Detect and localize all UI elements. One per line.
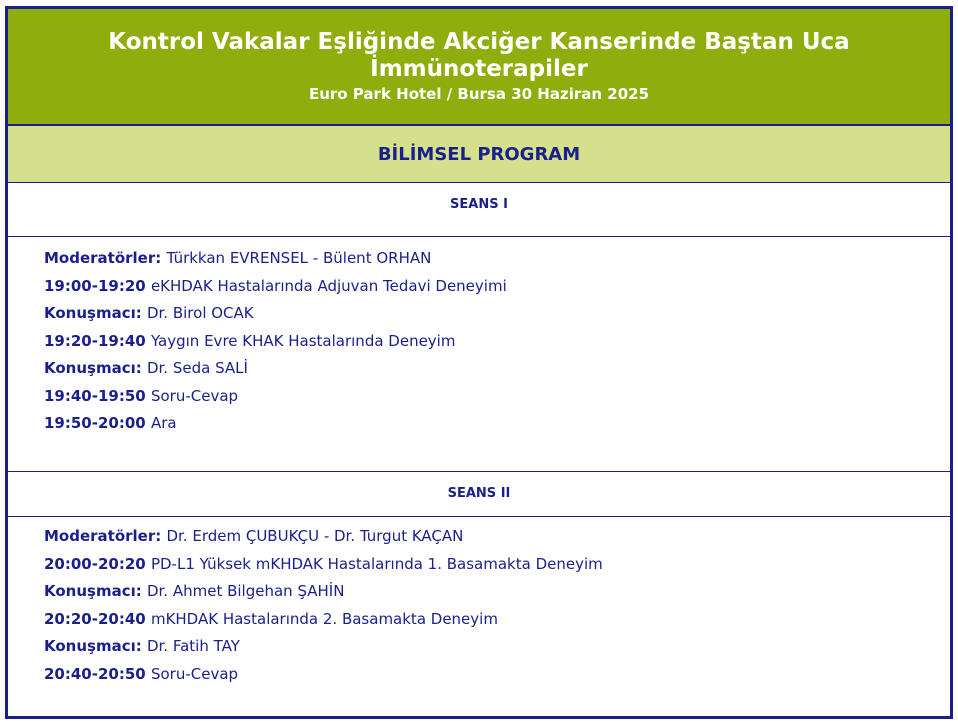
row-text: PD-L1 Yüksek mKHDAK Hastalarında 1. Basamakta Deneyim [150,554,603,573]
session-1-row [44,273,950,301]
session-2-row [44,578,950,606]
session-2-row [44,523,950,551]
session-1-row [44,383,950,411]
program-frame [5,6,953,719]
event-title: Kontrol Vakalar Eşliğinde Akciğer Kanserinde Baştan Uca İmmünoterapiler [108,29,850,82]
session-2-row [44,661,950,689]
row-text: Dr. Birol OCAK [146,304,254,322]
row-label: Konuşmacı: [44,582,147,600]
session-1-title: SEANS I [8,183,950,237]
row-text: Soru-Cevap [150,386,239,405]
row-label: Konuşmacı: [44,304,147,322]
row-text: Dr. Fatih TAY [146,637,240,655]
session-1-row [44,300,950,328]
row-text: Soru-Cevap [150,664,239,683]
session-2-row [44,606,950,634]
session-1-row [44,245,950,273]
row-text: mKHDAK Hastalarında 2. Basamakta Deneyim [150,609,498,628]
row-text: Dr. Seda SALİ [146,359,248,377]
row-label: 19:40-19:50 [44,386,151,405]
session-2-row [44,633,950,661]
row-label: 20:00-20:20 [44,554,151,573]
row-text: Ara [150,414,177,432]
row-text: Dr. Ahmet Bilgehan ŞAHİN [146,582,345,600]
program-heading: BİLİMSEL PROGRAM [8,126,950,183]
row-label: Konuşmacı: [44,359,147,377]
session-2-title: SEANS II [8,471,950,517]
row-text: Dr. Erdem ÇUBUKÇU - Dr. Turgut KAÇAN [166,527,464,545]
event-venue-date: Euro Park Hotel / Bursa 30 Haziran 2025 [308,85,650,103]
event-header [8,9,950,126]
session-1-row [44,410,950,438]
row-label: 19:20-19:40 [44,331,151,350]
row-label: 20:20-20:40 [44,609,151,628]
row-label: Moderatörler: [44,527,167,545]
session-2-body [8,517,950,709]
session-1-body [8,237,950,471]
session-1-row [44,355,950,383]
row-label: 19:50-20:00 [44,414,151,432]
row-text: eKHDAK Hastalarında Adjuvan Tedavi Deneyimi [150,276,507,295]
row-label: 19:00-19:20 [44,276,151,295]
row-label: Konuşmacı: [44,637,147,655]
row-label: 20:40-20:50 [44,664,151,683]
row-text: Türkkan EVRENSEL - Bülent ORHAN [166,249,432,267]
session-2-row [44,551,950,579]
session-1-row [44,328,950,356]
row-label: Moderatörler: [44,249,167,267]
row-text: Yaygın Evre KHAK Hastalarında Deneyim [150,331,456,350]
